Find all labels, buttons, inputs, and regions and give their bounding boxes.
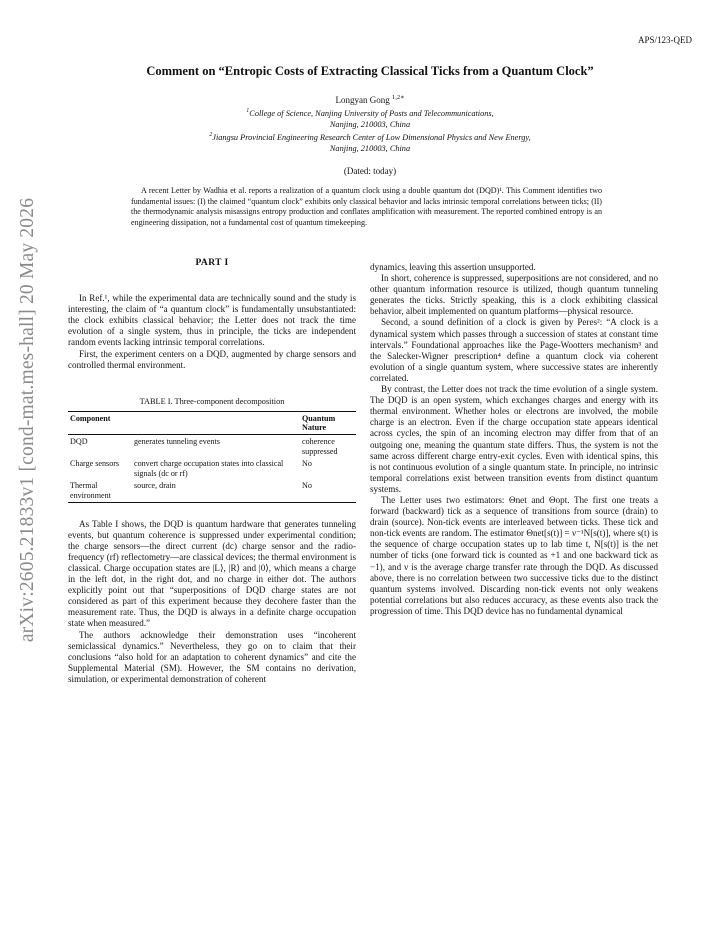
table-row: [68, 435, 356, 458]
section-heading: PART I: [195, 258, 229, 268]
arxiv-identifier: [6, 197, 50, 643]
table-header-row: [68, 411, 356, 434]
paragraph: First, the experiment centers on a DQD, augmented by charge sensors and controlled thermal environment.: [68, 348, 356, 370]
table-row: [68, 457, 356, 479]
paper-title: Comment on “Entropic Costs of Extracting Classical Ticks from a Quantum Clock”: [146, 64, 594, 78]
affiliation-1: [60, 106, 680, 130]
paragraph: In Ref.¹, while the experimental data are technically sound and the study is interesting, the claim of “a quantum clock” is fundamentally unsubstantiated: the clock exhibits classical behavior; the Letter does not track the time evolution of a single system, thus in principle, the ticks are independent random events lacking intrinsic temporal correlations.: [68, 293, 356, 348]
date-line: (Dated: today): [343, 166, 397, 176]
table-cell: source, drain: [132, 479, 300, 502]
paragraph: In short, coherence is suppressed, superpositions are not considered, and no other quantum information resource is utilized, though quantum tunneling generates the ticks. Strictly speaking, this is a clock exhibiting classical behavior, albeit implemented on quantum platforms—physical resource.: [370, 273, 658, 317]
paragraph: As Table I shows, the DQD is quantum hardware that generates tunneling events, but quantum coherence is suppressed under experimental condition; the charge sensors—the direct current (dc) charge sensor and the radio-frequency (rf) reflectometry—are classical devices; the thermal environment is classical. Charge occupation states are |L⟩, |R⟩ and |0⟩, which means a charge in the left dot, in the right dot, and no charge in either dot. The authors explicitly point out that “superpositions of DQD charge states are not considered as part of this experiment because they decohere faster than the measurement rate. Thus, the DQD is always in a definite charge occupation state when measured.”: [68, 518, 356, 629]
paragraph: The authors acknowledge their demonstration uses “incoherent semiclassical dynamics.” Nevertheless, they go on to claim that their conclusions “also hold for an adaptation to coherent dynamics” and cite the Supplemental Material (SM). However, the SM contains no derivation, simulation, or experimental demonstration of coherent: [68, 629, 356, 684]
table-header-cell: [132, 411, 300, 434]
abstract: A recent Letter by Wadhia et al. reports a realization of a quantum clock using a double quantum dot (DQD)¹. This Comment identifies two fundamental issues: (I) the claimed “quantum clock” exhibits only classical behavior and lacks intrinsic temporal correlations between ticks; (II) the thermodynamic analysis misassigns entropy production and conflates amplification with measurement. The reported combined entropy is an engineering dissipation, not a fundamental cost of quantum timekeeping.: [131, 186, 602, 227]
table-cell: generates tunneling events: [134, 437, 220, 447]
affiliation-1-marker: 1: [246, 108, 250, 115]
table-1: [68, 396, 356, 503]
table-cell: DQD: [70, 437, 88, 447]
paragraph: dynamics, leaving this assertion unsupported.: [370, 262, 536, 272]
right-column: [370, 262, 658, 617]
paragraph: By contrast, the Letter does not track the time evolution of a single system. The DQD is an open system, which exchanges charges and energy with its thermal environment. Whether holes or electrons are involved, the mobile charge is an electron. Even if the charge occupation state appears identical across cycles, the spin of an incoming electron may differ from that of an outgoing one, meaning the quantum state differs. Thus, the system is not the same across different charge entry-exit cycles. Even with identical spins, this is not continuous evolution of a single quantum state. In principle, no intrinsic temporal correlations exist between transition events from distinct quantum systems.: [370, 384, 658, 494]
report-number: APS/123-QED: [637, 35, 692, 45]
paragraph: The Letter uses two estimators: Θnet and Θopt. The first one treats a forward (backward) tick as a sequence of transitions from source (drain) to drain (source). Non-tick events are interleaved between ticks. These tick and non-tick events are random. The estimator Θnet[s(t)] = ν⁻¹N[s(t)], where s(t) is the sequence of charge occupation states up to lab time t, N[s(t)] is the net number of ticks (one forward tick is counted as +1 and one backward tick as −1), and ν is the average charge transfer rate through the DQD. As discussed above, there is no correlation between two successive ticks due to the distinct quantum systems involved. Discarding non-tick events not only weakens potential correlations but also reduces accuracy, as these events also track the progression of time. This DQD device has no fundamental dynamical: [370, 494, 658, 616]
affiliation-1-line2: Nanjing, 210003, China: [329, 119, 411, 129]
table-header-cell: Quantum Nature: [300, 411, 356, 434]
affiliation-2: [60, 130, 680, 154]
table-caption: TABLE I. Three-component decomposition: [139, 396, 285, 406]
affiliation-2-line2: Nanjing, 210003, China: [329, 143, 411, 153]
table-header-cell: Component: [68, 411, 132, 434]
author-block: [60, 92, 680, 154]
arxiv-identifier-text: arXiv:2605.21833v1 [cond-mat.mes-hall] 20 May 2026: [17, 197, 38, 643]
table-cell: coherence suppressed: [302, 437, 338, 456]
table-cell: Thermal environment: [68, 479, 132, 502]
affiliation-1-line1: College of Science, Nanjing University of Posts and Telecommunications,: [249, 109, 494, 119]
author-line: [60, 92, 680, 106]
decomposition-table: [68, 411, 356, 503]
table-cell: Charge sensors: [70, 459, 120, 469]
left-column: [68, 258, 356, 685]
author-name: Longyan Gong: [335, 95, 390, 105]
author-superscript: 1,2∗: [391, 94, 405, 101]
table-cell: convert charge occupation states into classical signals (dc or rf): [134, 459, 284, 478]
affiliation-2-line1: Jiangsu Provincial Engineering Research Center of Low Dimensional Physics and New Energy,: [212, 133, 531, 143]
table-cell: No: [302, 459, 312, 469]
paragraph: Second, a sound definition of a clock is given by Peres²: “A clock is a dynamical system which passes through a succession of states at constant time intervals.” Foundational approaches like the Page-Wootters mechanism³ and the Salecker-Wigner prescription⁴ define a quantum clock via coherent evolution of a single quantum system, where successive states are inherently correlated.: [370, 317, 658, 383]
affiliation-2-marker: 2: [209, 132, 213, 139]
table-row: [68, 479, 356, 502]
table-cell: No: [300, 479, 356, 502]
